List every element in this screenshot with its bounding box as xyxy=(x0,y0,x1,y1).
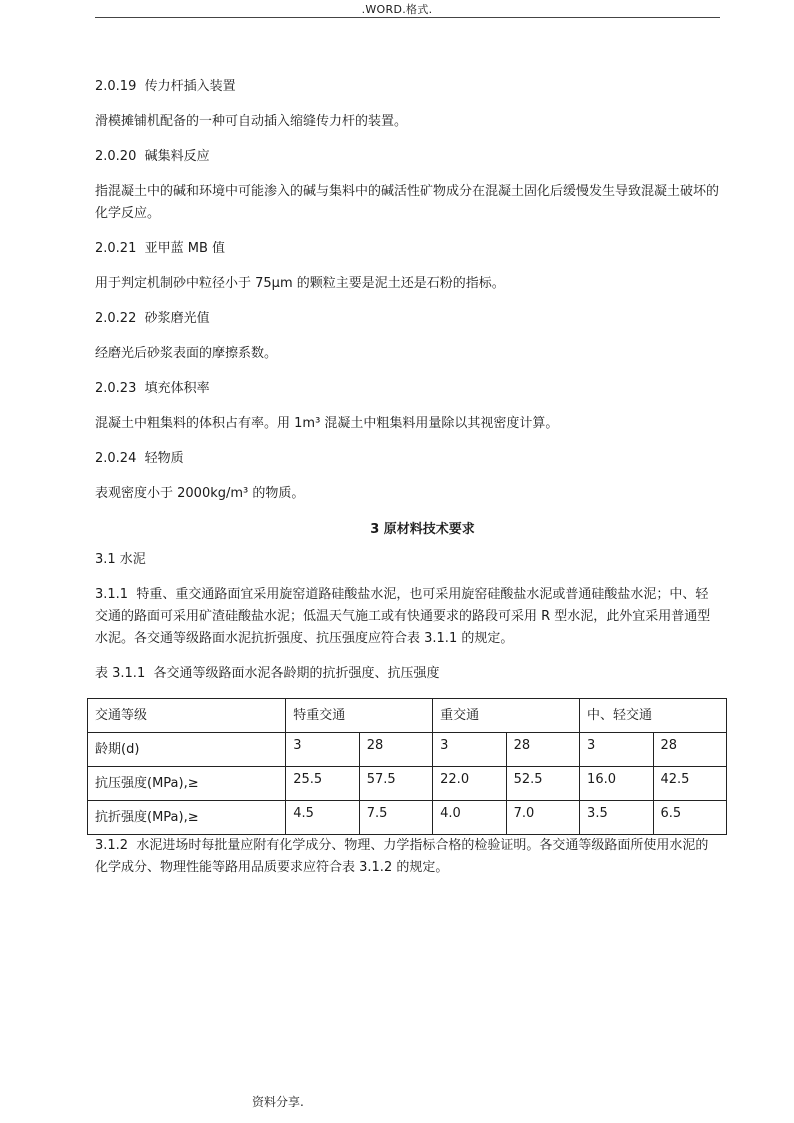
term-definition-2-0-22: 经磨光后砂浆表面的摩擦系数。 xyxy=(95,346,278,361)
sub-heading-3-1: 3.1 水泥 xyxy=(95,552,146,567)
table-caption: 表 3.1.1 各交通等级路面水泥各龄期的抗折强度、抗压强度 xyxy=(95,666,440,681)
table-cell: 4.0 xyxy=(433,801,506,835)
table-cell: 3 xyxy=(580,733,653,767)
table-cell: 28 xyxy=(506,733,579,767)
page-footer: 资料分享. xyxy=(252,1095,304,1109)
table-cell: 25.5 xyxy=(286,767,359,801)
table-row xyxy=(88,801,727,835)
table-header-cell: 中、轻交通 xyxy=(580,699,727,733)
table-cell: 28 xyxy=(653,733,727,767)
table-cell: 7.5 xyxy=(359,801,432,835)
table-header-cell: 交通等级 xyxy=(88,699,286,733)
table-cell: 16.0 xyxy=(580,767,653,801)
term-heading-2-0-24: 2.0.24 轻物质 xyxy=(95,451,184,466)
table-cell: 抗压强度(MPa),≥ xyxy=(88,767,286,801)
clause-3-1-2: 3.1.2 水泥进场时每批量应附有化学成分、物理、力学指标合格的检验证明。各交通等级路面所使用水泥的化学成分、物理性能等路用品质要求应符合表 3.1.2 的规定。 xyxy=(95,838,709,875)
table-cell: 28 xyxy=(359,733,432,767)
term-heading-2-0-23: 2.0.23 填充体积率 xyxy=(95,381,210,396)
term-heading-2-0-19: 2.0.19 传力杆插入装置 xyxy=(95,79,236,94)
table-cell: 3.5 xyxy=(580,801,653,835)
term-definition-2-0-23: 混凝土中粗集料的体积占有率。用 1m³ 混凝土中粗集料用量除以其视密度计算。 xyxy=(95,416,559,431)
table-cell: 52.5 xyxy=(506,767,579,801)
table-cell: 42.5 xyxy=(653,767,727,801)
table-header-row xyxy=(88,699,727,733)
document-body xyxy=(95,76,720,879)
table-cell: 22.0 xyxy=(433,767,506,801)
table-cell: 57.5 xyxy=(359,767,432,801)
cement-strength-table xyxy=(87,698,727,835)
table-row xyxy=(88,767,727,801)
term-heading-2-0-21: 2.0.21 亚甲蓝 MB 值 xyxy=(95,241,226,256)
table-cell: 龄期(d) xyxy=(88,733,286,767)
table-cell: 3 xyxy=(286,733,359,767)
clause-3-1-1: 3.1.1 特重、重交通路面宜采用旋窑道路硅酸盐水泥，也可采用旋窑硅酸盐水泥或普通硅酸盐水泥；中、轻交通的路面可采用矿渣硅酸盐水泥；低温天气施工或有快通要求的路段可采用 R 型水泥，此外宜采用普通型水泥。各交通等级路面水泥抗折强度、抗压强度应符合表 3.1.1 的规定。 xyxy=(95,587,711,646)
table-cell: 7.0 xyxy=(506,801,579,835)
table-header-cell: 重交通 xyxy=(433,699,580,733)
header-rule xyxy=(95,17,720,18)
term-heading-2-0-20: 2.0.20 碱集料反应 xyxy=(95,149,210,164)
table-header-cell: 特重交通 xyxy=(286,699,433,733)
term-heading-2-0-22: 2.0.22 砂浆磨光值 xyxy=(95,311,210,326)
term-definition-2-0-24: 表观密度小于 2000kg/m³ 的物质。 xyxy=(95,486,305,501)
term-definition-2-0-19: 滑模摊铺机配备的一种可自动插入缩缝传力杆的装置。 xyxy=(95,114,408,129)
page-header: .WORD.格式. xyxy=(361,3,433,16)
term-definition-2-0-20: 指混凝土中的碱和环境中可能渗入的碱与集料中的碱活性矿物成分在混凝土固化后缓慢发生导致混凝土破坏的化学反应。 xyxy=(95,184,720,221)
table-cell: 抗折强度(MPa),≥ xyxy=(88,801,286,835)
table-cell: 4.5 xyxy=(286,801,359,835)
section-title: 3 原材料技术要求 xyxy=(370,522,475,537)
table-cell: 6.5 xyxy=(653,801,727,835)
term-definition-2-0-21: 用于判定机制砂中粒径小于 75μm 的颗粒主要是泥土还是石粉的指标。 xyxy=(95,276,505,291)
table-row xyxy=(88,733,727,767)
table-cell: 3 xyxy=(433,733,506,767)
